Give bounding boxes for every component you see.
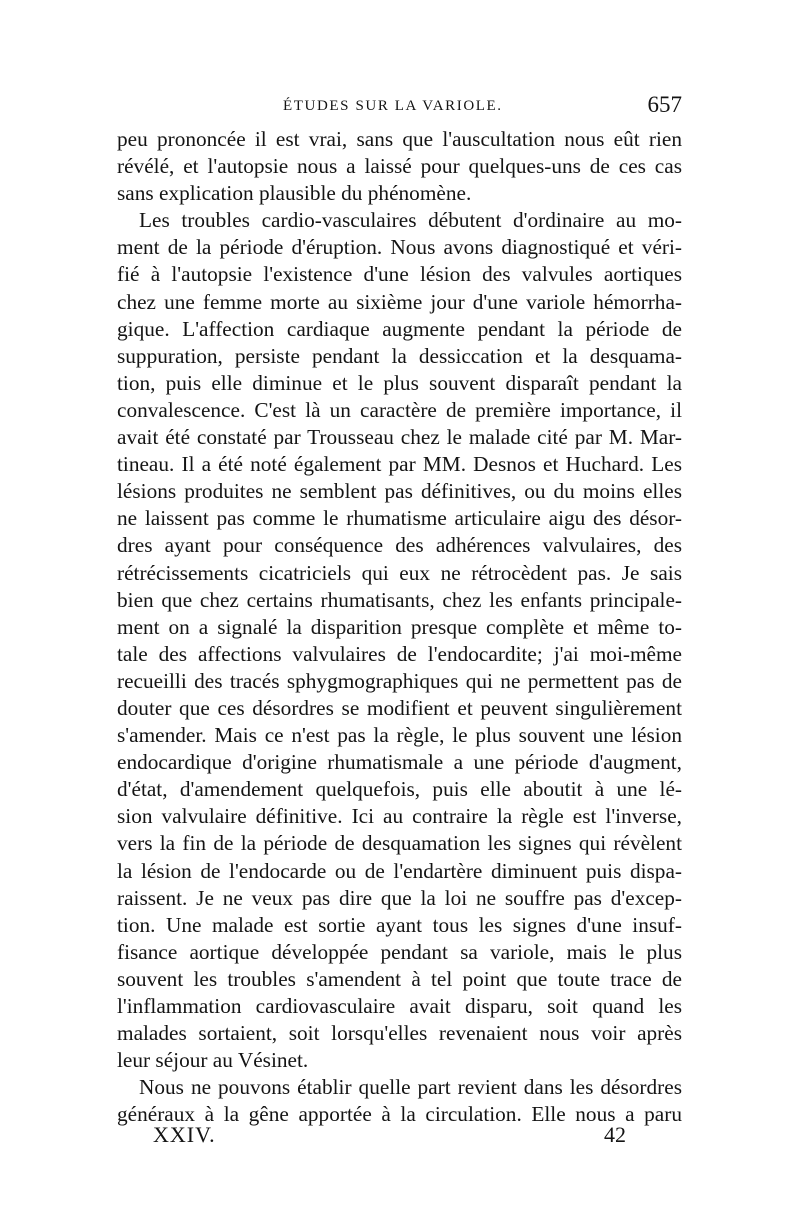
text-line: sans explication plausible du phénomène.	[117, 181, 472, 206]
text-line: endocardique d'origine rhumatismale a une période d'augment,	[117, 750, 682, 775]
text-line: tineau. Il a été noté également par MM. Desnos et Huchard. Les	[117, 452, 682, 477]
text-line: fisance aortique développée pendant sa variole, mais le plus	[117, 939, 682, 964]
text-line: Nous ne pouvons établir quelle part revient dans les désordres	[139, 1075, 682, 1100]
text-line: dres ayant pour conséquence des adhérences valvulaires, des	[117, 533, 682, 558]
text-line: souvent les troubles s'amendent à tel point que toute trace de	[117, 966, 682, 991]
text-line: d'état, d'amendement quelquefois, puis elle aboutit à une lé-	[117, 777, 682, 802]
signature-mark: XXIV.	[153, 1122, 216, 1147]
text-line: fié à l'autopsie l'existence d'une lésion des valvules aortiques	[117, 262, 682, 287]
text-line: ment on a signalé la disparition presque complète et même to-	[117, 614, 682, 639]
text-line: suppuration, persiste pendant la dessiccation et la desquama-	[117, 343, 682, 368]
text-line: l'inflammation cardiovasculaire avait disparu, soit quand les	[117, 994, 682, 1018]
text-line: révélé, et l'autopsie nous a laissé pour quelques-uns de ces cas	[117, 154, 682, 179]
sheet-number: 42	[604, 1122, 626, 1147]
text-line: raissent. Je ne veux pas dire que la loi ne souffre pas d'excep-	[117, 885, 682, 910]
running-title: ÉTUDES SUR LA VARIOLE.	[283, 98, 503, 114]
text-line: leur séjour au Vésinet.	[117, 1048, 309, 1073]
text-line: tale des affections valvulaires de l'endocardite; j'ai moi-même	[117, 641, 682, 666]
body-text	[117, 126, 682, 1128]
text-line: généraux à la gêne apportée à la circulation. Elle nous a paru	[117, 1102, 682, 1127]
text-line: douter que ces désordres se modifient et peuvent singulièrement	[117, 695, 682, 720]
text-line: recueilli des tracés sphygmographiques qui ne permettent pas de	[117, 668, 682, 693]
text-line: Les troubles cardio-vasculaires débutent d'ordinaire au mo-	[139, 208, 682, 233]
page-footer	[117, 1122, 682, 1154]
page-header	[117, 92, 682, 122]
text-line: gique. L'affection cardiaque augmente pendant la période de	[117, 316, 682, 341]
text-line: tion, puis elle diminue et le plus souvent disparaît pendant la	[117, 370, 682, 395]
text-line: rétrécissements cicatriciels qui eux ne rétrocèdent pas. Je sais	[117, 560, 682, 585]
text-line: vers la fin de la période de desquamation les signes qui révèlent	[117, 831, 682, 856]
text-line: ne laissent pas comme le rhumatisme articulaire aigu des désor-	[117, 506, 682, 531]
text-line: lésions produites ne semblent pas définitives, ou du moins elles	[117, 479, 682, 504]
text-line: peu prononcée il est vrai, sans que l'auscultation nous eût rien	[117, 127, 682, 151]
text-line: convalescence. C'est là un caractère de première importance, il	[117, 397, 682, 422]
text-line: ment de la période d'éruption. Nous avons diagnostiqué et véri-	[117, 235, 682, 260]
text-line: chez une femme morte au sixième jour d'une variole hémorrha-	[117, 289, 682, 314]
text-line: sion valvulaire définitive. Ici au contraire la règle est l'inverse,	[117, 804, 682, 829]
text-line: malades sortaient, soit lorsqu'elles revenaient nous voir après	[117, 1021, 682, 1046]
text-line: avait été constaté par Trousseau chez le malade cité par M. Mar-	[117, 425, 682, 450]
text-line: bien que chez certains rhumatisants, chez les enfants principale-	[117, 587, 682, 612]
text-line: la lésion de l'endocarde ou de l'endartère diminuent puis dispa-	[117, 858, 682, 883]
text-line: s'amender. Mais ce n'est pas la règle, le plus souvent une lésion	[117, 723, 682, 748]
text-line: tion. Une malade est sortie ayant tous les signes d'une insuf-	[117, 912, 682, 937]
page-number: 657	[647, 92, 682, 117]
